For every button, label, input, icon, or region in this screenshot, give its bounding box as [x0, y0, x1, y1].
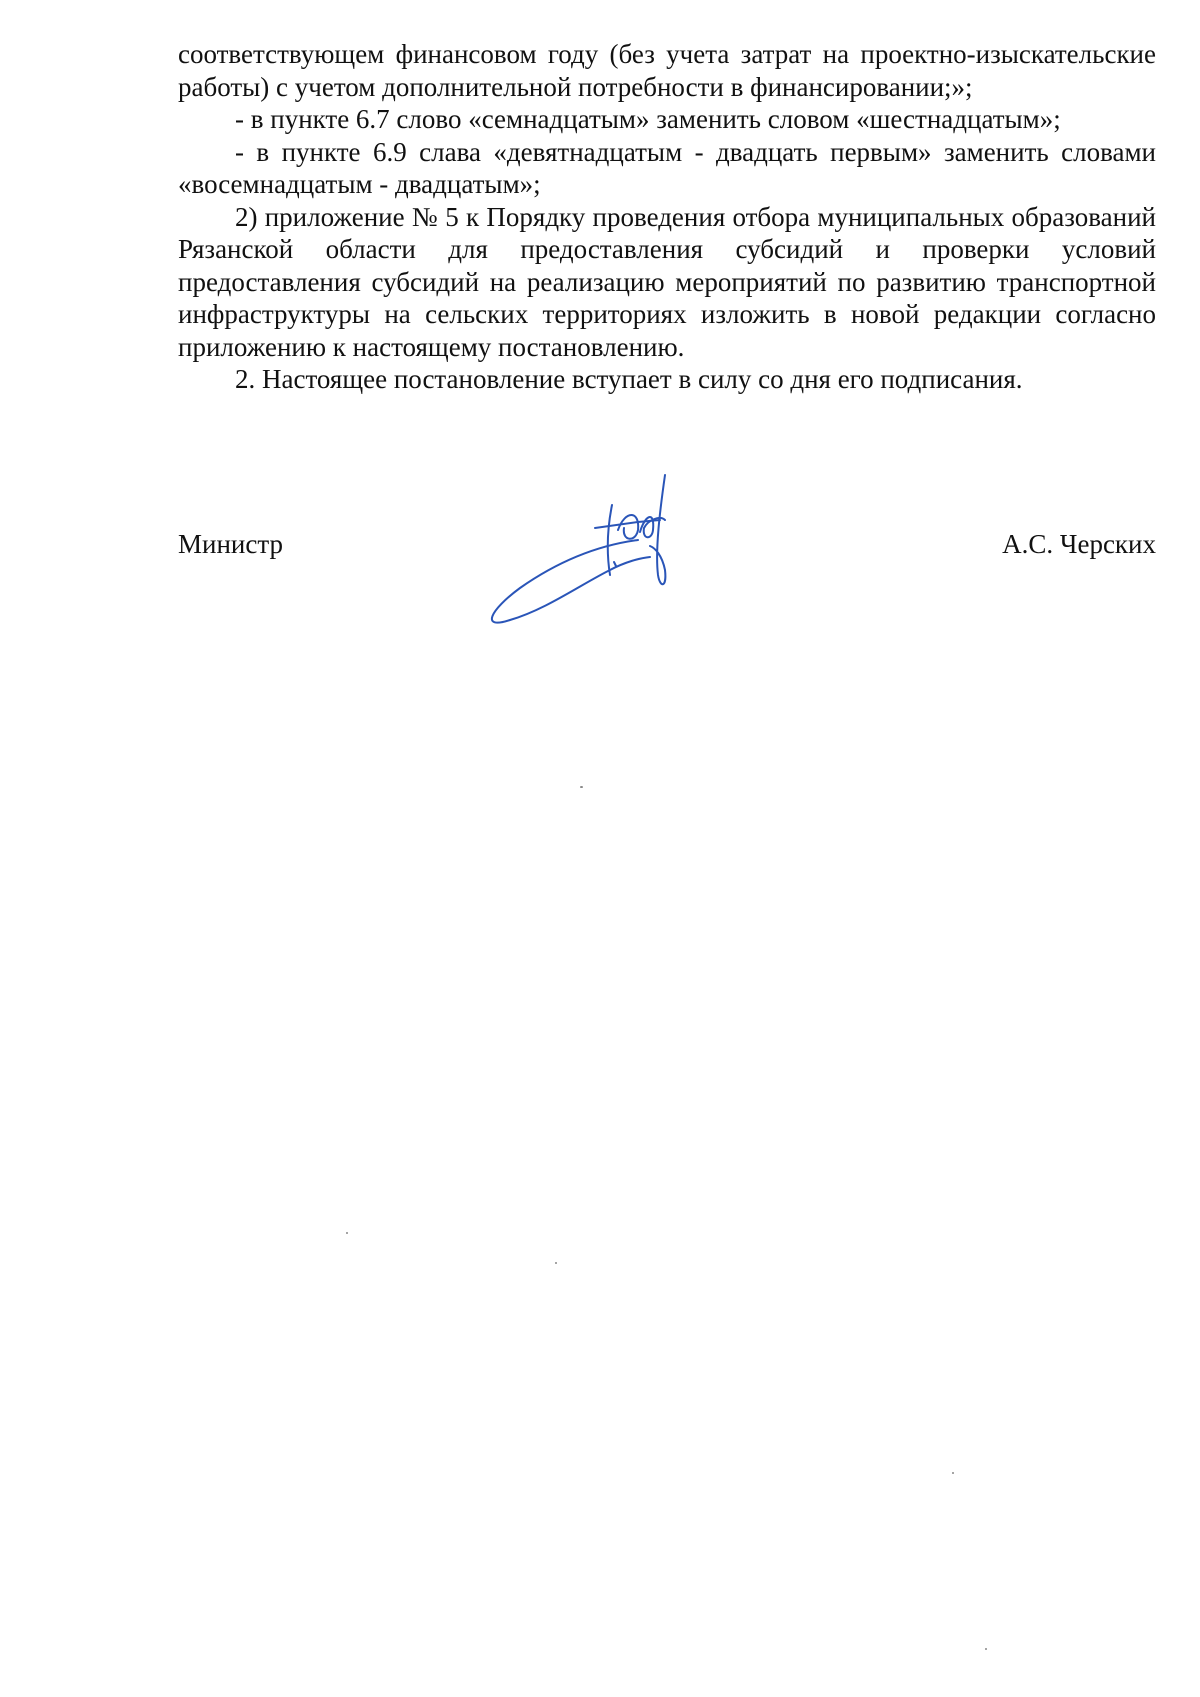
paragraph-appendix-5: 2) приложение № 5 к Порядку проведения отбора муниципальных образований Рязанской области для предоставления субсидий и проверки условий предоставления субсидий на реализацию мероприятий по развитию транспортной инфраструктуры на сельских территориях изложить в новой редакции согласно приложению к настоящему постановлению.: [178, 201, 1156, 362]
paragraph-item-6-9: - в пункте 6.9 слава «девятнадцатым - двадцать первым» заменить словами «восемнадцатым - двадцатым»;: [178, 136, 1156, 199]
scan-speck: [346, 1232, 348, 1234]
paragraph-continuation: соответствующем финансовом году (без учета затрат на проектно-изыскательские работы) с учетом дополнительной потребности в финансировании;»;: [178, 39, 1156, 102]
position-title: Министр: [178, 529, 283, 559]
paragraph-item-6-7: - в пункте 6.7 слово «семнадцатым» заменить словом «шестнадцатым»;: [235, 104, 1061, 134]
paragraph-effective-date: 2. Настоящее постановление вступает в силу со дня его подписания.: [235, 364, 1023, 394]
document-body: [178, 38, 1156, 396]
scan-speck: [952, 1472, 954, 1474]
scan-speck: [580, 786, 583, 788]
scan-speck: [985, 1648, 987, 1650]
signer-name: А.С. Черских: [1002, 529, 1156, 559]
scan-speck: [555, 1262, 557, 1264]
handwritten-signature: [490, 470, 720, 640]
